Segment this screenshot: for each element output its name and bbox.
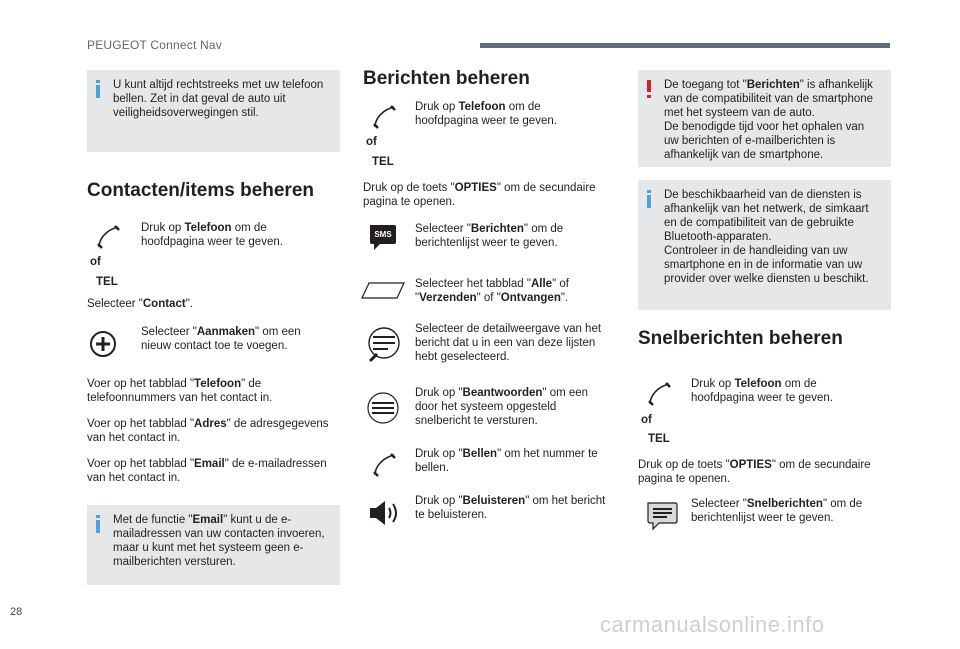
info-icon — [647, 190, 651, 208]
info-note-availability — [638, 180, 891, 310]
select-contact-text: Selecteer "Contact". — [87, 298, 193, 310]
or-label: of — [90, 256, 101, 268]
phone-handset-icon — [96, 224, 122, 250]
tel-label: TEL — [96, 276, 118, 288]
info-note-text: Met de functie "Email" kunt u de e-mailadressen van uw contacten invoeren, maar u kunt met het systeem geen e-mailberichten versturen. — [113, 514, 325, 568]
options-text: Druk op de toets "OPTIES" om de secundaire pagina te openen. — [363, 182, 596, 208]
reply-list-icon — [366, 391, 400, 425]
or-label: of — [641, 414, 652, 426]
tab-outline-icon — [361, 281, 405, 299]
reply-text: Druk op "Beantwoorden" om een door het systeem opgesteld snelbericht te versturen. — [415, 387, 589, 427]
add-contact-text: Selecteer "Aanmaken" om een nieuw contact toe te voegen. — [141, 326, 301, 352]
step-phone-text: Druk op Telefoon om de hoofdpagina weer te geven. — [415, 101, 557, 127]
phone-tab-text: Voer op het tabblad "Telefoon" de telefoonnummers van het contact in. — [87, 378, 273, 404]
or-label: of — [366, 136, 377, 148]
phone-handset-icon — [372, 104, 398, 130]
phone-handset-icon — [647, 381, 673, 407]
listen-text: Druk op "Beluisteren" om het bericht te beluisteren. — [415, 495, 606, 521]
step-phone-text: Druk op Telefoon om de hoofdpagina weer te geven. — [691, 378, 833, 404]
header-title: PEUGEOT Connect Nav — [87, 38, 222, 52]
info-note-direct-call — [87, 70, 340, 152]
tel-label: TEL — [372, 156, 394, 168]
section-heading-messages: Berichten beheren — [363, 68, 530, 89]
info-note-text: De beschikbaarheid van de diensten is afhankelijk van het netwerk, de simkaart en de compatibiliteit van de gebruikte Bluetooth-apparaten. Controleer in de handleiding van uw smartphone en in de informatie van uw provider over welke diensten u beschikt. — [664, 189, 869, 285]
email-tab-text: Voer op het tabblad "Email" de e-mailadressen van het contact in. — [87, 458, 327, 484]
messages-text: Selecteer "Berichten" om de berichtenlijst weer te geven. — [415, 223, 564, 249]
add-circle-icon — [89, 330, 117, 358]
quick-messages-text: Selecteer "Snelberichten" om de berichtenlijst weer te geven. — [691, 498, 863, 524]
sms-icon-text: SMS — [374, 230, 392, 239]
watermark: carmanualsonline.info — [600, 612, 825, 637]
section-heading-contacts: Contacten/items beheren — [87, 180, 314, 201]
warning-note-text: De toegang tot "Berichten" is afhankelijk van de compatibiliteit van de smartphone met het systeem van de auto. De benodigde tijd voor het ophalen van uw berichten of e-mailberichten is afhankelijk van de smartphone. — [664, 79, 874, 161]
detail-view-icon — [366, 325, 404, 363]
page-number: 28 — [10, 606, 23, 618]
warning-note-messages — [638, 70, 891, 167]
tel-label: TEL — [648, 433, 670, 445]
header-bar — [480, 43, 890, 48]
options-text: Druk op de toets "OPTIES" om de secundaire pagina te openen. — [638, 459, 871, 485]
speaker-volume-icon — [368, 499, 402, 527]
section-heading-quick-messages: Snelberichten beheren — [638, 328, 843, 349]
info-note-email — [87, 505, 340, 585]
detail-view-text: Selecteer de detailweergave van het bericht dat u in een van deze lijsten hebt geselecteerd. — [415, 323, 602, 363]
phone-handset-icon — [372, 452, 398, 478]
call-text: Druk op "Bellen" om het nummer te bellen. — [415, 448, 598, 474]
info-icon — [96, 80, 100, 98]
info-note-text: U kunt altijd rechtstreeks met uw telefoon bellen. Zet in dat geval de auto uit veiligheidsoverwegingen stil. — [113, 79, 324, 119]
step-phone-text: Druk op Telefoon om de hoofdpagina weer te geven. — [141, 222, 283, 248]
info-icon — [96, 515, 100, 533]
warning-icon — [647, 80, 651, 98]
quick-message-icon — [645, 500, 679, 532]
address-tab-text: Voer op het tabblad "Adres" de adresgegevens van het contact in. — [87, 418, 329, 444]
sms-bubble-icon — [368, 222, 398, 256]
tabs-text: Selecteer het tabblad "Alle" of "Verzenden" of "Ontvangen". — [415, 278, 569, 304]
